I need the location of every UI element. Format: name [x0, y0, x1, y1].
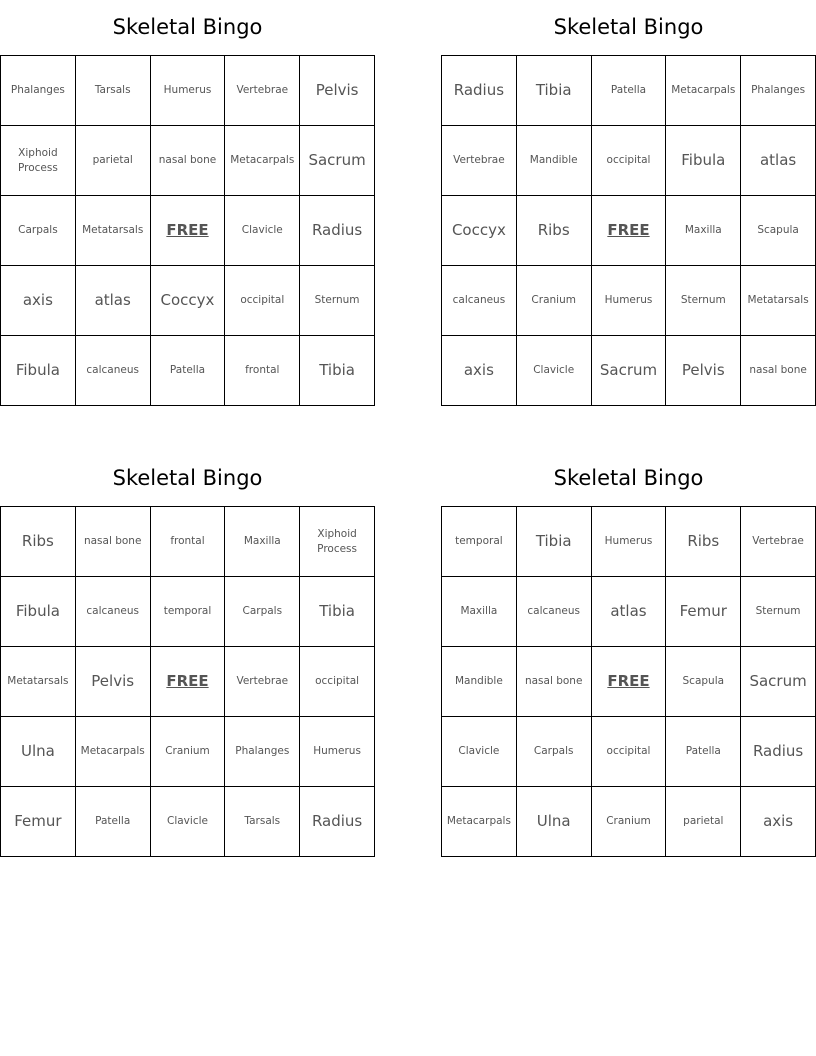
bingo-cell: Coccyx: [442, 196, 517, 266]
bingo-cell: Clavicle: [225, 196, 300, 266]
bingo-cell: occipital: [592, 717, 667, 787]
bingo-cell: Tibia: [517, 56, 592, 126]
bingo-cell: Vertebrae: [225, 56, 300, 126]
bingo-cell: Fibula: [1, 336, 76, 406]
bingo-cell: Fibula: [666, 126, 741, 196]
bingo-cell: Metacarpals: [76, 717, 151, 787]
bingo-cell: Radius: [442, 56, 517, 126]
bingo-cell: Vertebrae: [442, 126, 517, 196]
bingo-grid: [0, 506, 375, 857]
bingo-cell: axis: [1, 266, 76, 336]
bingo-cell: temporal: [151, 577, 226, 647]
bingo-cell: frontal: [151, 507, 226, 577]
bingo-cell: atlas: [741, 126, 816, 196]
bingo-cell: Femur: [666, 577, 741, 647]
bingo-cell: Sternum: [300, 266, 375, 336]
bingo-cell: Maxilla: [666, 196, 741, 266]
bingo-cell: occipital: [592, 126, 667, 196]
bingo-cell: Coccyx: [151, 266, 226, 336]
bingo-grid: [441, 506, 816, 857]
bingo-cell: Metacarpals: [666, 56, 741, 126]
free-space-cell: FREE: [592, 647, 667, 717]
card-title: Skeletal Bingo: [112, 15, 263, 39]
bingo-cell: Clavicle: [442, 717, 517, 787]
bingo-cell: Radius: [300, 196, 375, 266]
bingo-cell: Humerus: [592, 266, 667, 336]
bingo-cell: Clavicle: [151, 787, 226, 857]
bingo-cell: Metatarsals: [1, 647, 76, 717]
bingo-cell: Scapula: [741, 196, 816, 266]
bingo-cell: Phalanges: [1, 56, 76, 126]
bingo-cell: Fibula: [1, 577, 76, 647]
bingo-cell: Carpals: [517, 717, 592, 787]
bingo-cell: calcaneus: [76, 336, 151, 406]
bingo-cell: Cranium: [151, 717, 226, 787]
bingo-cell: Pelvis: [666, 336, 741, 406]
bingo-cell: Patella: [666, 717, 741, 787]
bingo-cell: Ulna: [1, 717, 76, 787]
bingo-cell: Tibia: [300, 577, 375, 647]
bingo-cell: Sacrum: [741, 647, 816, 717]
bingo-cell: atlas: [592, 577, 667, 647]
bingo-cell: Clavicle: [517, 336, 592, 406]
bingo-cell: Humerus: [151, 56, 226, 126]
bingo-cell: axis: [442, 336, 517, 406]
bingo-cell: Tarsals: [225, 787, 300, 857]
bingo-cell: Cranium: [592, 787, 667, 857]
free-space-cell: FREE: [151, 196, 226, 266]
bingo-cell: Pelvis: [300, 56, 375, 126]
bingo-cell: Radius: [300, 787, 375, 857]
bingo-cell: Scapula: [666, 647, 741, 717]
bingo-cell: occipital: [300, 647, 375, 717]
bingo-cell: Maxilla: [225, 507, 300, 577]
bingo-cell: nasal bone: [517, 647, 592, 717]
bingo-cell: Ribs: [517, 196, 592, 266]
bingo-cell: Cranium: [517, 266, 592, 336]
card-title: Skeletal Bingo: [553, 15, 704, 39]
bingo-cell: frontal: [225, 336, 300, 406]
bingo-cell: parietal: [76, 126, 151, 196]
bingo-cell: Phalanges: [741, 56, 816, 126]
bingo-cell: Patella: [76, 787, 151, 857]
bingo-cell: Metatarsals: [76, 196, 151, 266]
bingo-cell: Ribs: [666, 507, 741, 577]
bingo-cell: nasal bone: [76, 507, 151, 577]
bingo-cell: Pelvis: [76, 647, 151, 717]
bingo-grid: [441, 55, 816, 406]
bingo-cell: Carpals: [1, 196, 76, 266]
free-space-cell: FREE: [592, 196, 667, 266]
bingo-cell: Metacarpals: [225, 126, 300, 196]
bingo-cell: Humerus: [592, 507, 667, 577]
bingo-cell: atlas: [76, 266, 151, 336]
card-title: Skeletal Bingo: [553, 466, 704, 490]
bingo-cell: Ribs: [1, 507, 76, 577]
bingo-cell: Metatarsals: [741, 266, 816, 336]
bingo-cell: Sternum: [741, 577, 816, 647]
bingo-cell: Tibia: [300, 336, 375, 406]
bingo-cell: Tibia: [517, 507, 592, 577]
bingo-cell: Maxilla: [442, 577, 517, 647]
bingo-cell: calcaneus: [517, 577, 592, 647]
bingo-cell: Radius: [741, 717, 816, 787]
bingo-cell: parietal: [666, 787, 741, 857]
bingo-grid: [0, 55, 375, 406]
bingo-cell: Metacarpals: [442, 787, 517, 857]
bingo-cell: temporal: [442, 507, 517, 577]
bingo-cell: Humerus: [300, 717, 375, 787]
bingo-cell: Patella: [151, 336, 226, 406]
free-space-cell: FREE: [151, 647, 226, 717]
bingo-cell: calcaneus: [76, 577, 151, 647]
bingo-cell: Xiphoid Process: [1, 126, 76, 196]
bingo-cell: Phalanges: [225, 717, 300, 787]
bingo-cell: Ulna: [517, 787, 592, 857]
card-title: Skeletal Bingo: [112, 466, 263, 490]
bingo-cell: Femur: [1, 787, 76, 857]
bingo-cell: Sacrum: [592, 336, 667, 406]
bingo-cell: Patella: [592, 56, 667, 126]
bingo-cell: axis: [741, 787, 816, 857]
bingo-cell: nasal bone: [151, 126, 226, 196]
bingo-cell: Mandible: [517, 126, 592, 196]
bingo-cell: nasal bone: [741, 336, 816, 406]
bingo-cell: Vertebrae: [225, 647, 300, 717]
bingo-cell: Mandible: [442, 647, 517, 717]
bingo-cell: Vertebrae: [741, 507, 816, 577]
bingo-cell: Sternum: [666, 266, 741, 336]
bingo-cell: occipital: [225, 266, 300, 336]
bingo-cell: Carpals: [225, 577, 300, 647]
bingo-cell: Tarsals: [76, 56, 151, 126]
bingo-cell: Xiphoid Process: [300, 507, 375, 577]
bingo-cell: Sacrum: [300, 126, 375, 196]
bingo-cell: calcaneus: [442, 266, 517, 336]
